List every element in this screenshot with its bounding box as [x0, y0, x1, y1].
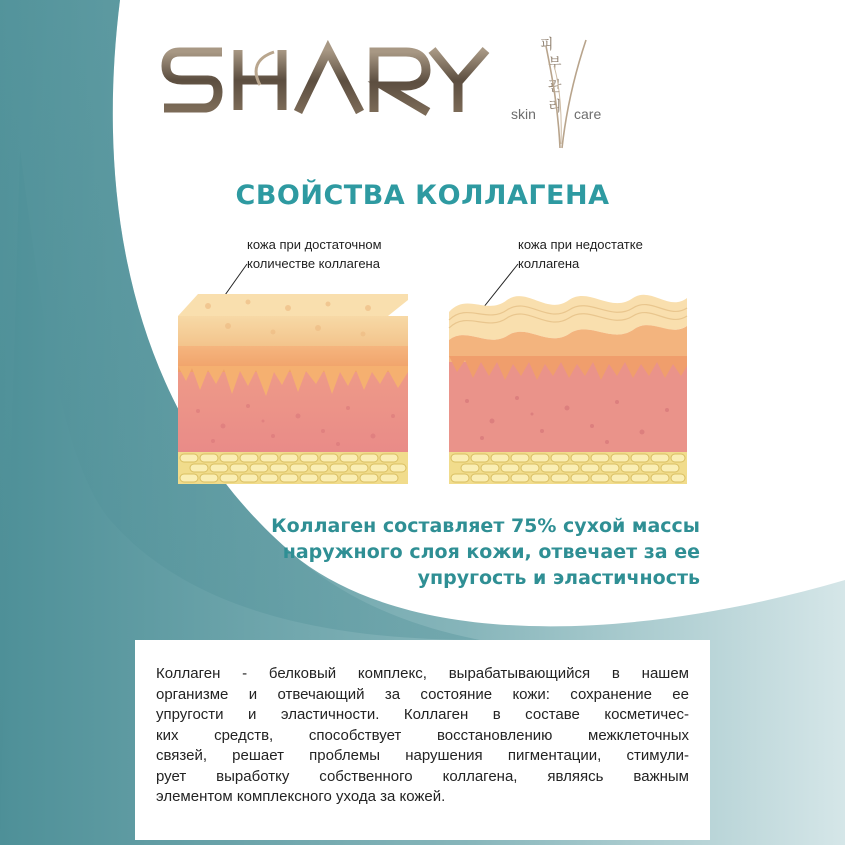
collagen-callout [200, 513, 700, 591]
body-line-3: упругости и эластичности. Коллаген в составе косметичес- [156, 706, 689, 723]
body-line-1: Коллаген - белковый комплекс, вырабатывающийся в нашем [156, 665, 689, 682]
skin-deficient-illustration [447, 286, 689, 486]
left-caption-line-2: количестве коллагена [247, 256, 380, 271]
body-line-6: рует выработку собственного коллагена, являясь важным [156, 767, 689, 785]
body-line-5: связей, решает проблемы нарушения пигментации, стимули- [156, 747, 689, 764]
shary-logo [160, 30, 500, 125]
right-caption-line-1: кожа при недостатке [518, 237, 643, 252]
callout-line-1: Коллаген составляет 75% сухой массы [271, 515, 700, 537]
care-label: care [574, 106, 602, 122]
body-line-2: организме и отвечающий за состояние кожи: сохранение ее [156, 685, 689, 703]
skin-label: skin [511, 106, 536, 122]
skin-healthy-illustration [178, 286, 410, 486]
page-title: СВОЙСТВА КОЛЛАГЕНА [235, 180, 610, 211]
right-caption [518, 235, 643, 273]
korean-char-1: 피 [540, 37, 555, 53]
body-line-7: элементом комплексного ухода за кожей. [156, 788, 446, 805]
left-caption-line-1: кожа при достаточном [247, 237, 382, 252]
callout-line-2: наружного слоя кожи, отвечает за ее [282, 541, 700, 563]
description-paragraph [156, 664, 689, 808]
korean-char-2: 부 [548, 56, 563, 72]
body-line-4: ких средств, способствует восстановлению межклеточных [156, 726, 689, 744]
left-caption [247, 235, 382, 273]
right-caption-line-2: коллагена [518, 256, 580, 271]
callout-line-3: упругость и эластичность [417, 567, 700, 589]
korean-char-3: 관리 [548, 79, 563, 115]
leaf-ornament-icon [540, 36, 590, 156]
